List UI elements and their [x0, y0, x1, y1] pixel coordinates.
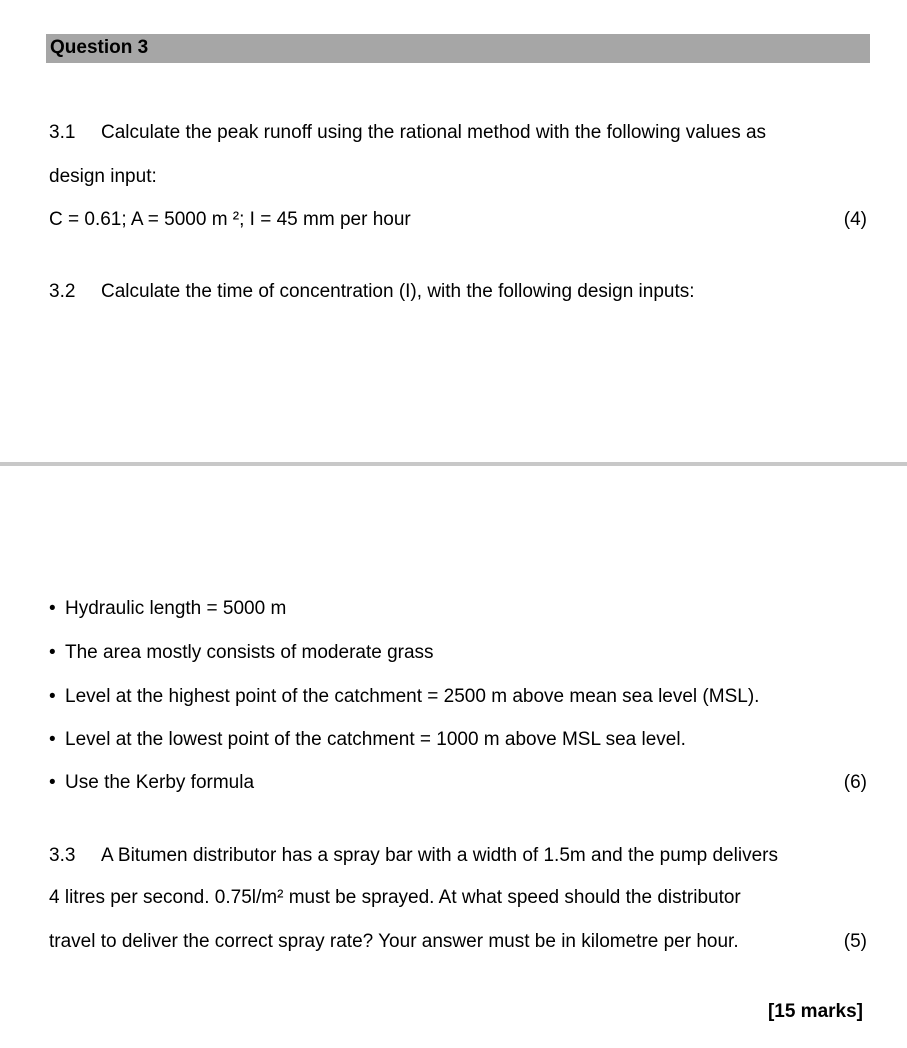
q32-bullet-item [49, 729, 686, 751]
question-title: Question 3 [50, 37, 149, 58]
q32-bullet-text: The area mostly consists of moderate grass [65, 642, 434, 663]
q32-number: 3.2 [49, 281, 76, 302]
q32-bullet-text: Use the Kerby formula [65, 772, 255, 793]
q31-values: C = 0.61; A = 5000 m ²; I = 45 mm per hour [49, 209, 411, 230]
q33-text-line1: A Bitumen distributor has a spray bar with a width of 1.5m and the pump delivers [101, 845, 778, 866]
q32-bullet-item [49, 598, 286, 620]
q31-marks: (4) [843, 209, 867, 230]
q32-line [49, 281, 695, 303]
page-divider [0, 462, 907, 466]
q32-bullet-item [49, 772, 254, 794]
bullet-icon: • [49, 729, 56, 750]
bullet-icon: • [49, 772, 56, 793]
bullet-icon: • [49, 598, 56, 619]
q32-bullet-text: Hydraulic length = 5000 m [65, 598, 287, 619]
q33-number: 3.3 [49, 845, 76, 866]
q33-marks: (5) [843, 931, 867, 952]
total-marks: [15 marks] [767, 1001, 863, 1022]
q31-number: 3.1 [49, 122, 76, 143]
q32-bullet-item [49, 686, 759, 708]
q32-bullet-text: Level at the highest point of the catchment = 2500 m above mean sea level (MSL). [65, 686, 760, 707]
q33-text-line2: 4 litres per second. 0.75l/m² must be sprayed. At what speed should the distributor [49, 887, 741, 908]
q31-line1 [49, 122, 766, 144]
q31-text-line2: design input: [49, 166, 157, 187]
q31-text-line1: Calculate the peak runoff using the rational method with the following values as [101, 122, 767, 143]
q33-text-line3: travel to deliver the correct spray rate? Your answer must be in kilometre per hour. [49, 931, 739, 952]
question-header-bar [46, 34, 870, 63]
q32-bullet-item [49, 642, 434, 664]
q32-text: Calculate the time of concentration (I), with the following design inputs: [101, 281, 695, 302]
q32-bullet-text: Level at the lowest point of the catchment = 1000 m above MSL sea level. [65, 729, 686, 750]
q32-marks: (6) [843, 772, 867, 793]
bullet-icon: • [49, 686, 56, 707]
bullet-icon: • [49, 642, 56, 663]
q33-line1 [49, 845, 778, 867]
